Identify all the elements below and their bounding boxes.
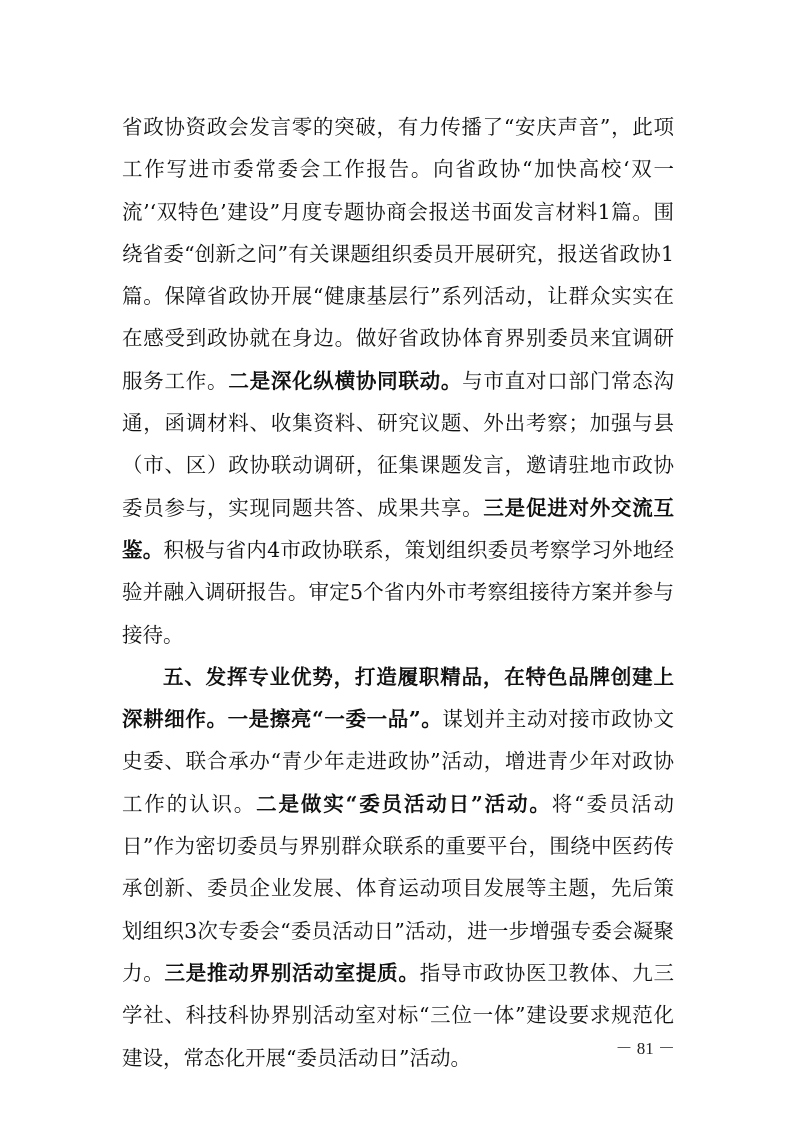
paragraph-continued [122, 106, 674, 656]
point-heading: 三是推动界别活动室提质。 [164, 960, 420, 985]
paragraph-text: 省政协资政会发言零的突破，有力传播了“安庆声音”，此项工作写进市委常委会工作报告。向省政协“加快高校‘双一流’‘双特色’建设”月度专题协商会报送书面发言材料1篇。围绕省委“创新之问”有关课题组织委员开展研究，报送省政协1篇。保障省政协开展“健康基层行”系列活动，让群众实实在在感受到政协就在身边。做好省政协体育界别委员来宜调研服务工作。 [122, 115, 674, 393]
paragraph-text: 积极与省内4市政协联系，策划组织委员考察学习外地经验并融入调研报告。审定5个省内外市考察组接待方案并参与接待。 [122, 537, 675, 647]
page-number: － 81 － [615, 1039, 675, 1058]
point-heading: 二是深化纵横协同联动。 [228, 368, 463, 393]
document-body [122, 106, 674, 1079]
paragraph-section-five [122, 656, 674, 1079]
paragraph-text: 将“委员活动日”作为密切委员与界别群众联系的重要平台，围绕中医药传承创新、委员企业发展、体育运动项目发展等主题，先后策划组织3次专委会“委员活动日”活动，进一步增强专委会凝聚力。 [122, 791, 675, 985]
point-heading: 一是擦亮“一委一品”。 [227, 707, 443, 732]
section-heading: 五、发挥专业优势，打造履职精品，在特色品牌创建上深耕细作。 [122, 664, 674, 732]
paragraph-text: 谋划并主动对接市政协文史委、联合承办“青少年走进政协”活动，增进青少年对政协工作的认识。 [122, 707, 674, 816]
point-heading: 三是促进对外交流互鉴。 [122, 495, 675, 562]
point-heading: 二是做实“委员活动日”活动。 [256, 791, 552, 816]
paragraph-text: 与市直对口部门常态沟通，函调材料、收集资料、研究议题、外出考察；加强与县（市、区）政协联动调研，征集课题发言，邀请驻地市政协委员参与，实现同题共答、成果共享。 [122, 368, 675, 520]
paragraph-text: 指导市政协医卫教体、九三学社、科技科协界别活动室对标“三位一体”建设要求规范化建设，常态化开展“委员活动日”活动。 [122, 960, 675, 1070]
